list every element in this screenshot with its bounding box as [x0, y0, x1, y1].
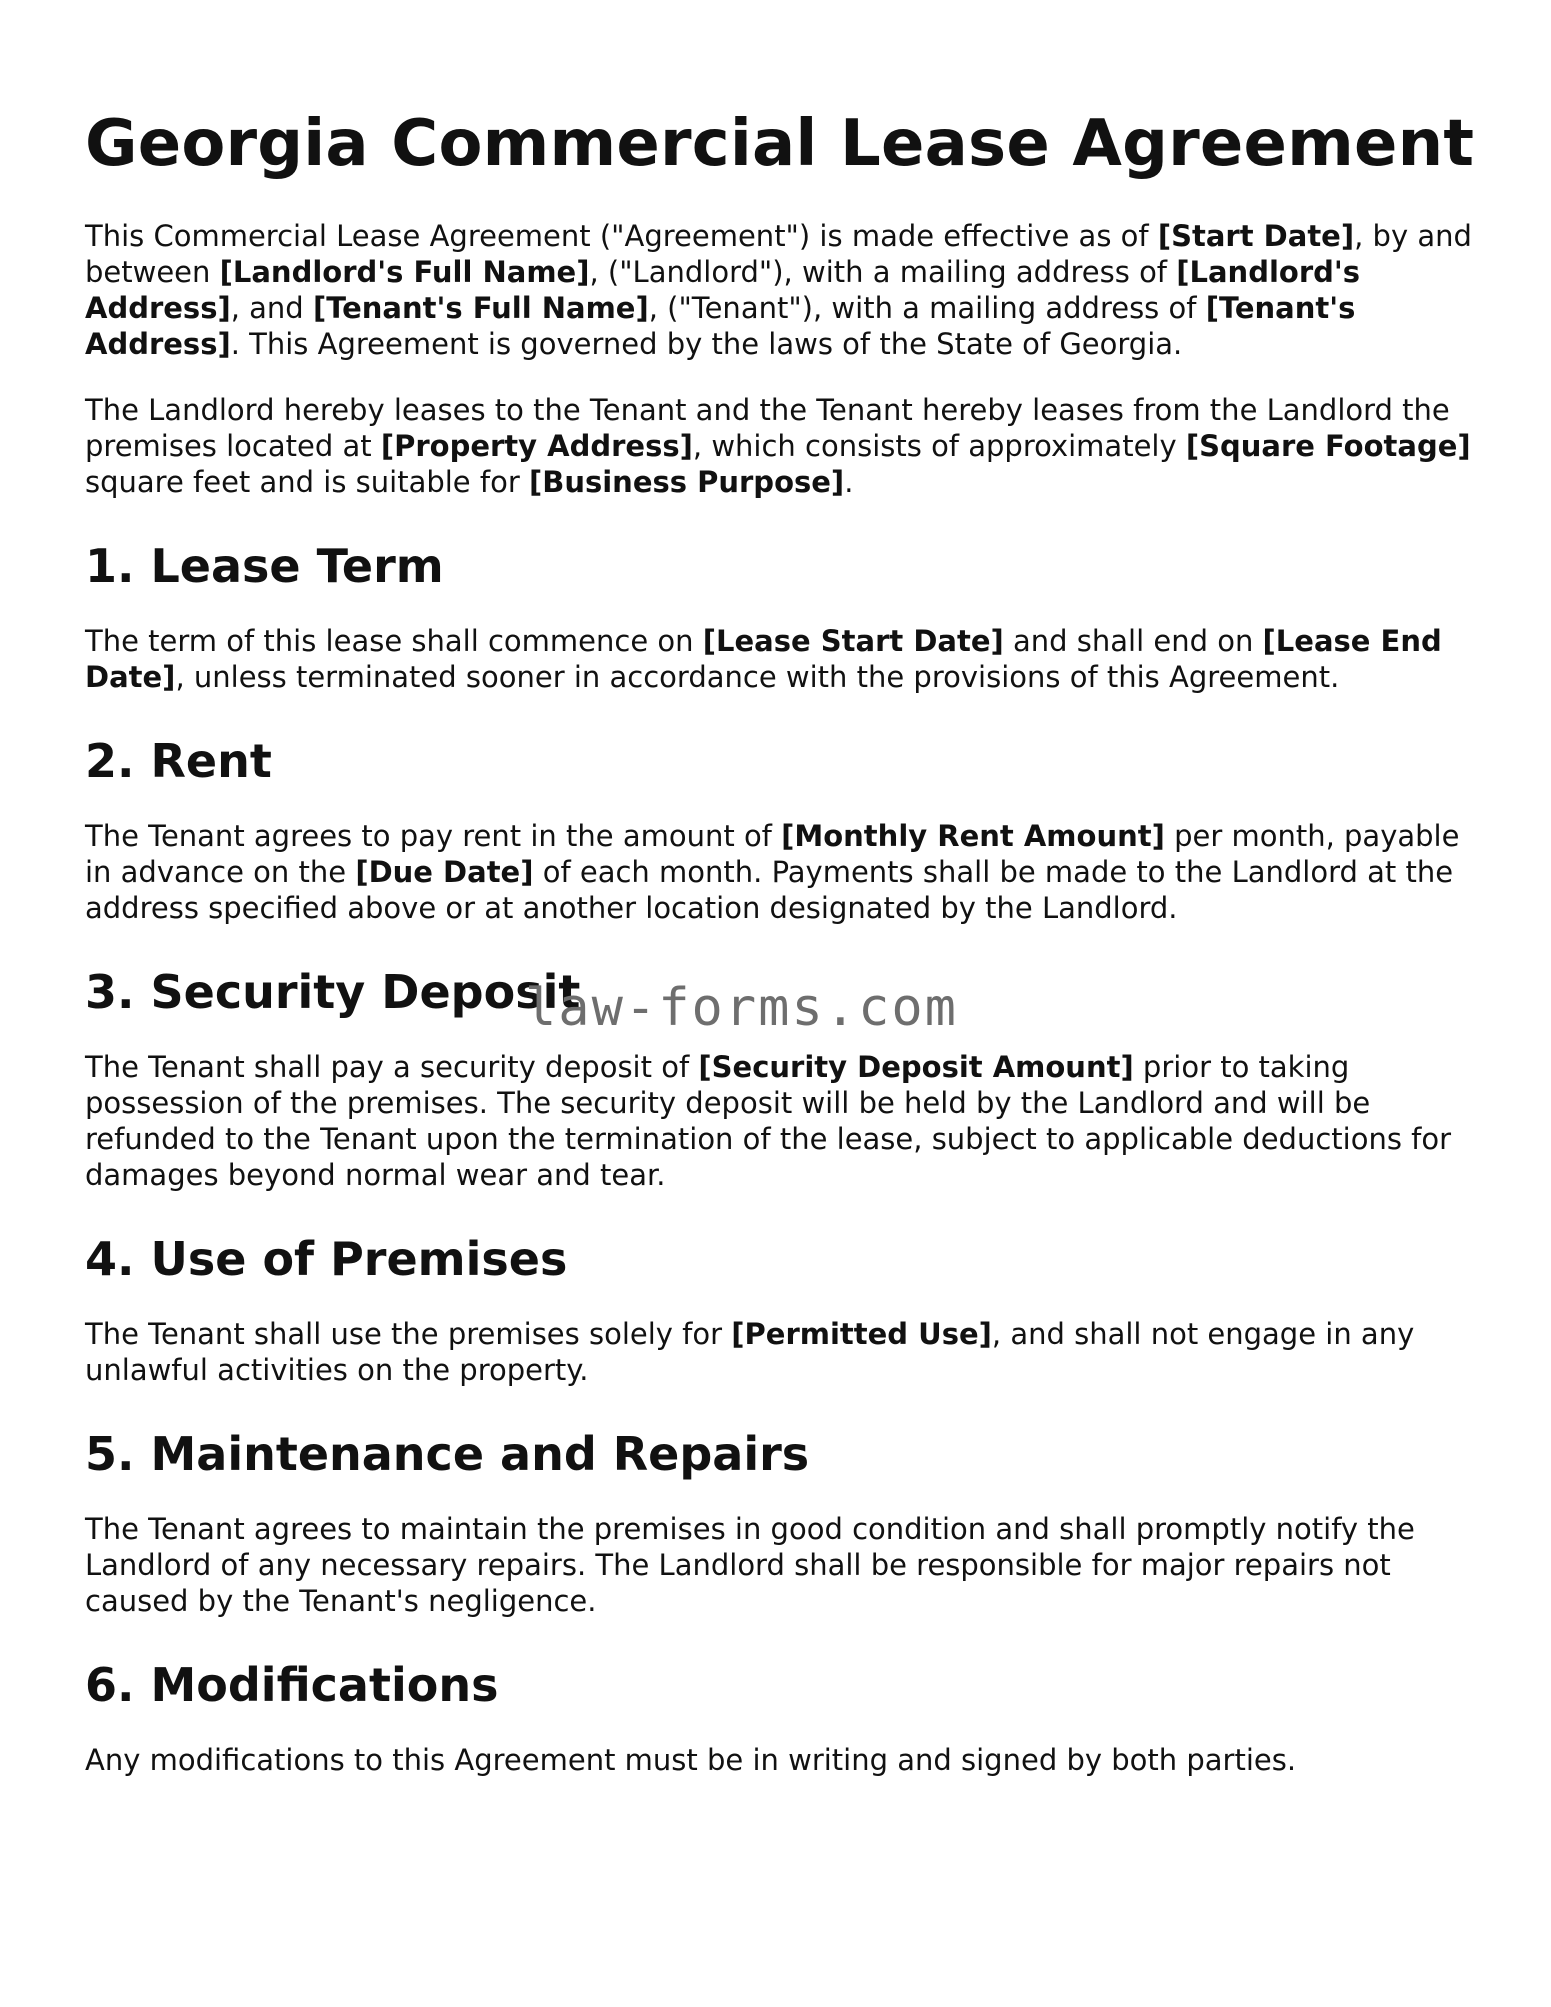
placeholder-field: [Tenant's Full Name]: [312, 291, 649, 325]
section-maintenance-repairs: [85, 1426, 1475, 1619]
section-heading: 2. Rent: [85, 734, 272, 788]
section-body: The term of this lease shall commence on [Lease Start Date] and shall end on [Lease End Date], unless terminated sooner in accordance with the provisions of this Agreement.: [85, 624, 1442, 694]
placeholder-field: [Tenant's Address]: [85, 291, 1356, 361]
section-heading: 6. Modifications: [85, 1658, 499, 1712]
section-heading: 5. Maintenance and Repairs: [85, 1427, 810, 1481]
intro-paragraph-premises: The Landlord hereby leases to the Tenant and the Tenant hereby leases from the Landlord the premises located at [Property Address], which consists of approximately [Square Footage] square feet and is suitable for [Business Purpose].: [85, 393, 1471, 499]
section-rent: [85, 733, 1475, 926]
section-lease-term: [85, 538, 1475, 695]
intro-paragraph-parties: This Commercial Lease Agreement ("Agreement") is made effective as of [Start Date], by and between [Landlord's Full Name], ("Landlord"), with a mailing address of [Landlord's Address], and [Tenant's Full Name], ("Tenant"), with a mailing address of [Tenant's Address]. This Agreement is governed by the laws of the State of Georgia.: [85, 219, 1472, 361]
watermark: law-forms.com: [525, 978, 958, 1038]
section-heading: 4. Use of Premises: [85, 1232, 568, 1286]
section-use-of-premises: [85, 1231, 1475, 1388]
section-heading: 1. Lease Term: [85, 539, 444, 593]
section-modifications: [85, 1657, 1475, 1778]
placeholder-field: [Business Purpose]: [528, 465, 845, 499]
placeholder-field: [Due Date]: [355, 855, 534, 889]
section-body: The Tenant agrees to pay rent in the amount of [Monthly Rent Amount] per month, payable in advance on the [Due Date] of each month. Payments shall be made to the Landlord at the address specified above or at another location designated by the Landlord.: [85, 819, 1460, 925]
section-body: The Tenant shall pay a security deposit of [Security Deposit Amount] prior to taking possession of the premises. The security deposit will be held by the Landlord and will be refunded to the Tenant upon the termination of the lease, subject to applicable deductions for damages beyond normal wear and tear.: [85, 1050, 1452, 1192]
section-body: Any modifications to this Agreement must be in writing and signed by both parties.: [85, 1743, 1297, 1777]
placeholder-field: [Landlord's Full Name]: [219, 255, 590, 289]
placeholder-field: [Security Deposit Amount]: [698, 1050, 1134, 1084]
placeholder-field: [Start Date]: [1157, 219, 1355, 253]
placeholder-field: [Lease Start Date]: [702, 624, 1004, 658]
section-body: The Tenant agrees to maintain the premises in good condition and shall promptly notify the Landlord of any necessary repairs. The Landlord shall be responsible for major repairs not caused by the Tenant's negligence.: [85, 1512, 1415, 1618]
placeholder-field: [Square Footage]: [1185, 429, 1471, 463]
document-page: [85, 0, 1475, 1778]
document-title: Georgia Commercial Lease Agreement: [85, 107, 1475, 181]
section-body: The Tenant shall use the premises solely for [Permitted Use], and shall not engage in any unlawful activities on the property.: [85, 1317, 1415, 1387]
section-heading: 3. Security Deposit: [85, 965, 581, 1019]
placeholder-field: [Property Address]: [380, 429, 693, 463]
placeholder-field: [Landlord's Address]: [85, 255, 1361, 325]
placeholder-field: [Monthly Rent Amount]: [781, 819, 1165, 853]
placeholder-field: [Lease End Date]: [85, 624, 1442, 694]
placeholder-field: [Permitted Use]: [731, 1317, 992, 1351]
